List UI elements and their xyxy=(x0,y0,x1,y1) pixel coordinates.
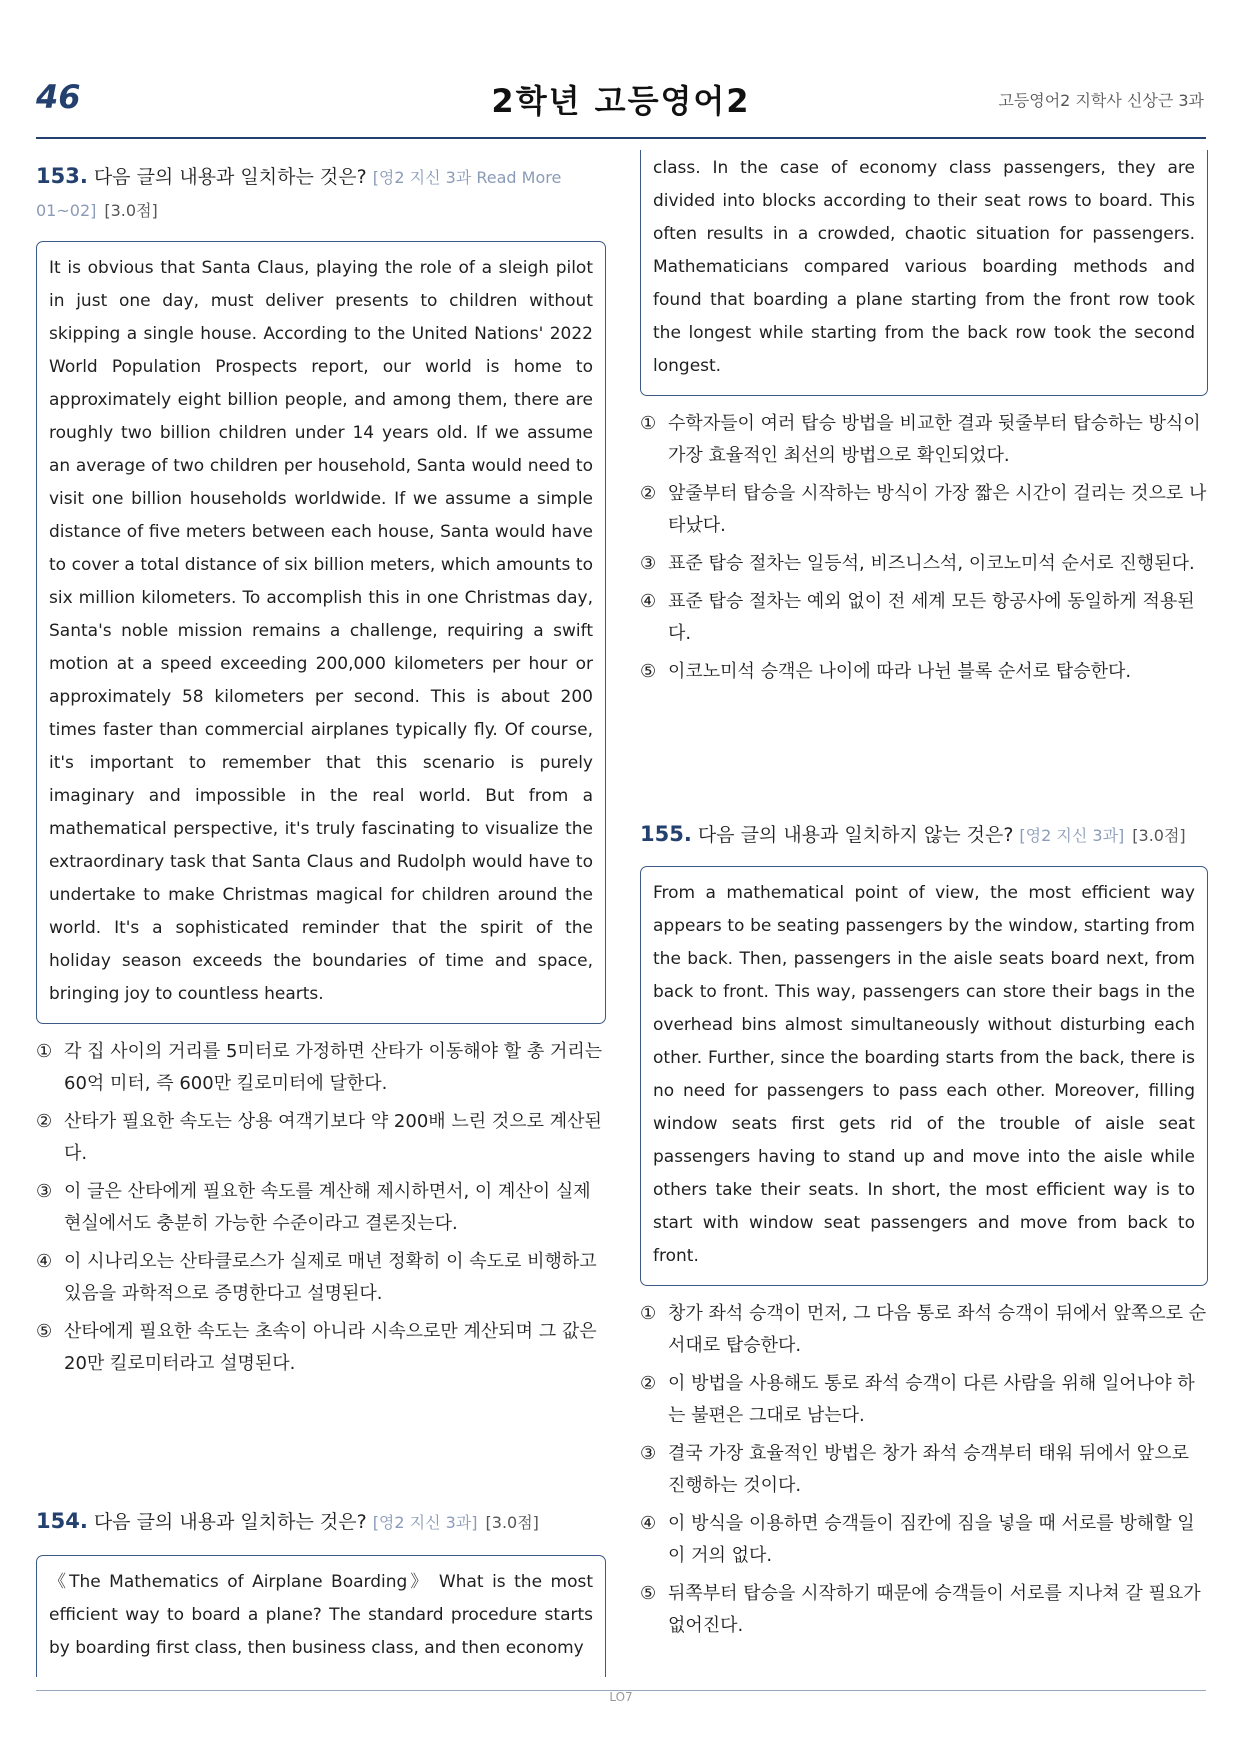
choice-4[interactable] xyxy=(640,586,1208,650)
choice-text: 표준 탑승 절차는 예외 없이 전 세계 모든 항공사에 동일하게 적용된다. xyxy=(668,591,1195,644)
choice-text: 산타가 필요한 속도는 상용 여객기보다 약 200배 느린 것으로 계산된다. xyxy=(64,1111,602,1164)
question-points: [3.0점] xyxy=(1132,826,1186,845)
choice-text: 각 집 사이의 거리를 5미터로 가정하면 산타가 이동해야 할 총 거리는 60억 미터, 즉 600만 킬로미터에 달한다. xyxy=(64,1041,603,1094)
choice-text: 결국 가장 효율적인 방법은 창가 좌석 승객부터 태워 뒤에서 앞으로 진행하는 것이다. xyxy=(668,1443,1189,1496)
choice-marker: ① xyxy=(640,413,657,434)
question-title xyxy=(36,1505,606,1539)
choice-marker: ② xyxy=(640,1373,657,1394)
choice-marker: ⑤ xyxy=(640,1583,657,1604)
question-source: [영2 지신 3과] xyxy=(372,1513,478,1532)
choice-text: 이 방법을 사용해도 통로 좌석 승객이 다른 사람을 위해 일어나야 하는 불편은 그대로 남는다. xyxy=(668,1373,1195,1426)
choice-1[interactable] xyxy=(640,1298,1208,1362)
choice-2[interactable] xyxy=(640,478,1208,542)
choice-list xyxy=(640,1298,1208,1642)
question-prompt: 다음 글의 내용과 일치하는 것은? xyxy=(93,1511,367,1533)
choice-3[interactable] xyxy=(640,1438,1208,1502)
choice-text: 창가 좌석 승객이 먼저, 그 다음 통로 좌석 승객이 뒤에서 앞쪽으로 순서대로 탑승한다. xyxy=(668,1303,1207,1356)
question-source: [영2 지신 3과 Read More 01~02] xyxy=(36,168,562,220)
choice-1[interactable] xyxy=(640,408,1208,472)
question-title xyxy=(640,818,1208,852)
question-points: [3.0점] xyxy=(104,201,158,220)
choice-3[interactable] xyxy=(640,548,1208,580)
choice-2[interactable] xyxy=(36,1106,606,1170)
choice-text: 뒤쪽부터 탑승을 시작하기 때문에 승객들이 서로를 지나쳐 갈 필요가 없어진다. xyxy=(668,1583,1201,1636)
page-title: 2학년 고등영어2 xyxy=(491,82,751,120)
choice-3[interactable] xyxy=(36,1176,606,1240)
choice-5[interactable] xyxy=(36,1316,606,1380)
question-number: 154. xyxy=(36,1509,88,1533)
choice-marker: ② xyxy=(36,1111,53,1132)
question-155 xyxy=(640,818,1208,1648)
question-title xyxy=(36,160,606,227)
right-column xyxy=(640,158,1208,1636)
choice-5[interactable] xyxy=(640,1578,1208,1642)
choice-5[interactable] xyxy=(640,656,1208,688)
choice-2[interactable] xyxy=(640,1368,1208,1432)
choice-marker: ⑤ xyxy=(36,1321,53,1342)
question-points: [3.0점] xyxy=(485,1513,539,1532)
choice-text: 이 시나리오는 산타클로스가 실제로 매년 정확히 이 속도로 비행하고 있음을 과학적으로 증명한다고 설명된다. xyxy=(64,1251,597,1304)
page-header xyxy=(36,70,1206,140)
choice-text: 이 글은 산타에게 필요한 속도를 계산해 제시하면서, 이 계산이 실제 현실에서도 충분히 가능한 수준이라고 결론짓는다. xyxy=(64,1181,591,1234)
question-number: 153. xyxy=(36,164,88,188)
choice-text: 산타에게 필요한 속도는 초속이 아니라 시속으로만 계산되며 그 값은 20만 킬로미터라고 설명된다. xyxy=(64,1321,597,1374)
choice-text: 이 방식을 이용하면 승객들이 짐칸에 짐을 넣을 때 서로를 방해할 일이 거의 없다. xyxy=(668,1513,1195,1566)
question-number: 155. xyxy=(640,822,692,846)
choice-list xyxy=(640,408,1208,688)
question-154-continued xyxy=(640,150,1208,688)
choice-marker: ④ xyxy=(640,591,657,612)
choice-marker: ④ xyxy=(36,1251,53,1272)
header-divider xyxy=(36,137,1206,139)
passage-box: 《The Mathematics of Airplane Boarding》 What is the most efficient way to board a plane? The standard procedure starts by boarding first class, then business class, and then economy xyxy=(36,1555,606,1677)
left-column xyxy=(36,160,606,1658)
choice-marker: ⑤ xyxy=(640,661,657,682)
choice-marker: ① xyxy=(36,1041,53,1062)
choice-marker: ③ xyxy=(36,1181,53,1202)
page-number: 46 xyxy=(36,78,81,116)
question-prompt: 다음 글의 내용과 일치하는 것은? xyxy=(93,166,367,188)
choice-marker: ③ xyxy=(640,553,657,574)
choice-4[interactable] xyxy=(36,1246,606,1310)
footer-text: LO7 xyxy=(609,1690,633,1704)
choice-marker: ① xyxy=(640,1303,657,1324)
question-prompt: 다음 글의 내용과 일치하지 않는 것은? xyxy=(697,824,1014,846)
choice-list xyxy=(36,1036,606,1380)
choice-4[interactable] xyxy=(640,1508,1208,1572)
passage-box: From a mathematical point of view, the most efficient way appears to be seating passengers by the window, starting from the back. Then, passengers in the aisle seats board next, from back to front. This way, passengers can store their bags in the overhead bins almost simultaneously without disturbing each other. Further, since the boarding starts from the back, there is no need for passengers to pass each other. Moreover, filling window seats first gets rid of the trouble of aisle seat passengers having to stand up and move into the aisle while others take their seats. In short, the most efficient way is to start with window seat passengers and move from back to front. xyxy=(640,866,1208,1286)
choice-marker: ③ xyxy=(640,1443,657,1464)
choice-1[interactable] xyxy=(36,1036,606,1100)
choice-text: 수학자들이 여러 탑승 방법을 비교한 결과 뒷줄부터 탑승하는 방식이 가장 효율적인 최선의 방법으로 확인되었다. xyxy=(668,413,1201,466)
choice-marker: ② xyxy=(640,483,657,504)
choice-text: 표준 탑승 절차는 일등석, 비즈니스석, 이코노미석 순서로 진행된다. xyxy=(668,553,1195,574)
choice-text: 앞줄부터 탑승을 시작하는 방식이 가장 짧은 시간이 걸리는 것으로 나타났다. xyxy=(668,483,1207,536)
choice-marker: ④ xyxy=(640,1513,657,1534)
passage-box: It is obvious that Santa Claus, playing the role of a sleigh pilot in just one day, must deliver presents to children without skipping a single house. According to the United Nations' 2022 World Population Prospects report, our world is home to approximately eight billion people, and among them, there are roughly two billion children under 14 years old. If we assume an average of two children per household, Santa would need to visit one billion households worldwide. If we assume a simple distance of five meters between each house, Santa would have to cover a total distance of six billion meters, which amounts to six million kilometers. To accomplish this in one Christmas day, Santa's noble mission remains a challenge, requiring a swift motion at a speed exceeding 200,000 kilometers per hour or approximately 58 kilometers per second. This is about 200 times faster than commercial airplanes typically fly. Of course, it's important to remember that this scenario is purely imaginary and impossible in the real world. But from a mathematical perspective, it's truly fascinating to visualize the extraordinary task that Santa Claus and Rudolph would have to undertake to make Christmas magical for children around the world. It's a sophisticated reminder that the spirit of the holiday season exceeds the boundaries of time and space, bringing joy to countless hearts. xyxy=(36,241,606,1024)
question-154 xyxy=(36,1505,606,1677)
choice-text: 이코노미석 승객은 나이에 따라 나뉜 블록 순서로 탑승한다. xyxy=(668,661,1132,682)
question-153 xyxy=(36,160,606,1380)
header-subtitle: 고등영어2 지학사 신상근 3과 xyxy=(998,91,1204,110)
question-source: [영2 지신 3과] xyxy=(1019,826,1125,845)
passage-box-continued: class. In the case of economy class passengers, they are divided into blocks according to their seat rows to board. This often results in a crowded, chaotic situation for passengers. Mathematicians compared various boarding methods and found that boarding a plane starting from the front row took the longest while starting from the back row took the second longest. xyxy=(640,150,1208,396)
